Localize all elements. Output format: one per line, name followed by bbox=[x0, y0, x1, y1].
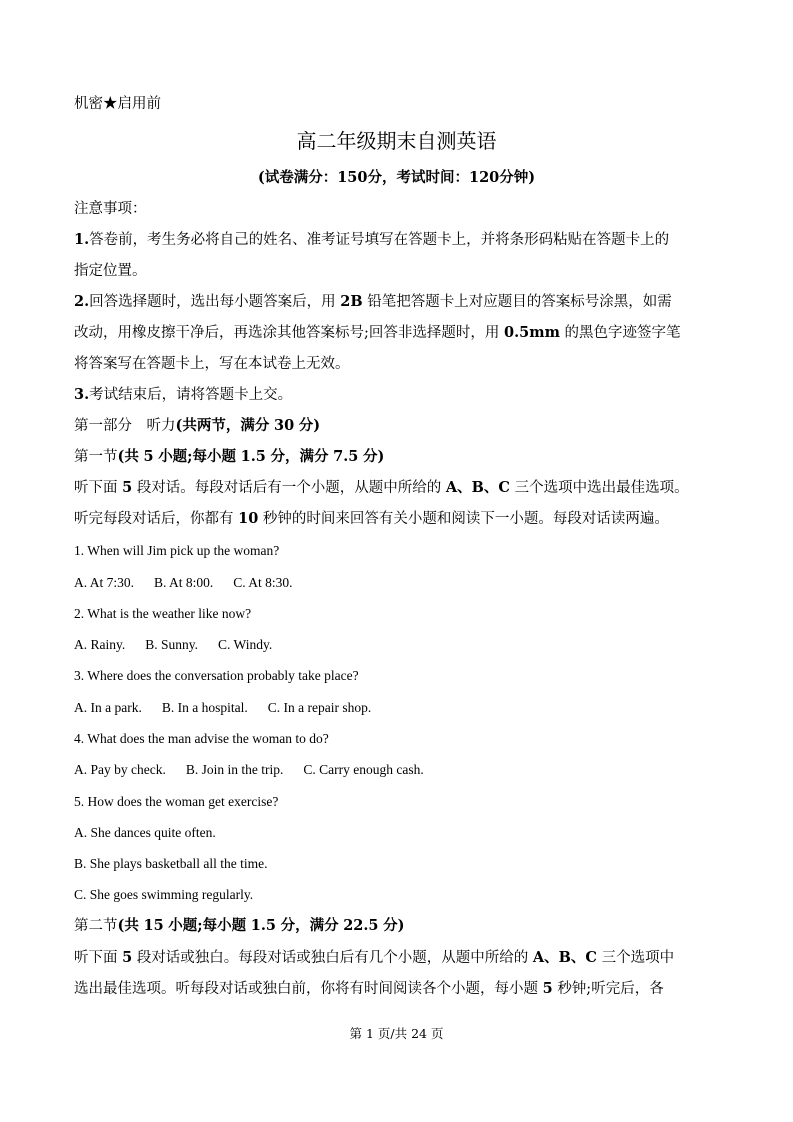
note-2-text-d: 的黑色字迹签字笔 bbox=[564, 325, 681, 341]
confidential-label: 机密★启用前 bbox=[74, 96, 161, 112]
question-2-options bbox=[74, 635, 272, 655]
note-1-number: 1. bbox=[74, 231, 90, 248]
note-1-line-1 bbox=[74, 230, 669, 250]
option-a[interactable]: A. Rainy. bbox=[74, 637, 126, 652]
pencil-spec: 2B bbox=[340, 293, 363, 310]
part-1-score: 30 bbox=[273, 417, 295, 434]
s2-instr2-c: 秒钟;听完后，各 bbox=[557, 981, 664, 997]
section-2-points: 1.5 bbox=[250, 917, 276, 934]
s1-instr-c: 段对话。每段对话后有一个小题，从题中所给的 bbox=[136, 480, 442, 496]
option-c[interactable]: C. Windy. bbox=[218, 637, 273, 652]
note-1-line-2: 指定位置。 bbox=[74, 263, 147, 279]
option-a[interactable]: A. She dances quite often. bbox=[74, 825, 216, 840]
section-1-per: 小题;每小题 bbox=[158, 448, 237, 465]
section-1-open: (共 bbox=[117, 448, 139, 465]
part-1-title: 第一部分 听力 bbox=[74, 418, 176, 434]
section-2-title: 第二节 bbox=[74, 918, 118, 934]
s2-instr-a: 听下面 bbox=[74, 950, 118, 966]
section-2-count: 15 bbox=[143, 917, 164, 934]
option-c[interactable]: C. At 8:30. bbox=[233, 575, 293, 590]
option-c[interactable]: C. Carry enough cash. bbox=[303, 762, 424, 777]
question-4-options bbox=[74, 760, 424, 780]
s1-instr-a: 听下面 bbox=[74, 480, 118, 496]
section-1-total: 7.5 bbox=[333, 448, 359, 465]
option-b[interactable]: B. In a hospital. bbox=[161, 700, 248, 715]
section-2-total: 22.5 bbox=[343, 917, 379, 934]
s1-instr2-c: 秒钟的时间来回答有关小题和阅读下一小题。每段对话读两遍。 bbox=[262, 511, 669, 527]
section-1-count: 5 bbox=[143, 448, 154, 465]
section-2-close: 分) bbox=[383, 917, 405, 934]
option-b[interactable]: B. At 8:00. bbox=[154, 575, 214, 590]
section-1-title: 第一节 bbox=[74, 449, 118, 465]
section-1-close: 分) bbox=[362, 448, 385, 465]
part-1-heading bbox=[74, 416, 320, 436]
section-1-total-label: 分，满分 bbox=[270, 448, 329, 465]
section-2-heading bbox=[74, 916, 405, 936]
pen-spec: 0.5mm bbox=[504, 324, 560, 341]
option-a[interactable]: A. At 7:30. bbox=[74, 575, 135, 590]
note-1-text: 答卷前，考生务必将自己的姓名、准考证号填写在答题卡上，并将条形码粘贴在答题卡上的 bbox=[89, 232, 670, 248]
s1-instr-d: A、B、C bbox=[445, 479, 510, 496]
s2-instr2-b: 5 bbox=[542, 980, 553, 997]
option-a[interactable]: A. In a park. bbox=[74, 700, 142, 715]
note-3-text: 考试结束后，请将答题卡上交。 bbox=[89, 387, 293, 403]
s2-instr-b: 5 bbox=[122, 949, 133, 966]
section-1-instruction-1 bbox=[74, 478, 689, 498]
section-2-per: 小题;每小题 bbox=[168, 917, 247, 934]
question-5: 5. How does the woman get exercise? bbox=[74, 794, 279, 809]
option-c[interactable]: C. In a repair shop. bbox=[267, 700, 372, 715]
note-2-text-a: 回答选择题时，选出每小题答案后，用 bbox=[89, 294, 336, 310]
question-1-options bbox=[74, 573, 293, 593]
note-2-number: 2. bbox=[74, 293, 90, 310]
option-b[interactable]: B. She plays basketball all the time. bbox=[74, 856, 268, 871]
page-title: 高二年级期末自测英语 bbox=[296, 129, 497, 153]
section-2-instruction-2 bbox=[74, 979, 664, 999]
s1-instr-e: 三个选项中选出最佳选项。 bbox=[514, 480, 689, 496]
section-1-instruction-2 bbox=[74, 509, 669, 529]
part-1-info: (共两节，满分 bbox=[175, 417, 270, 434]
option-c[interactable]: C. She goes swimming regularly. bbox=[74, 887, 254, 902]
s1-instr-b: 5 bbox=[122, 479, 133, 496]
s1-instr2-a: 听完每段对话后，你都有 bbox=[74, 511, 234, 527]
section-2-total-label: 分，满分 bbox=[280, 917, 339, 934]
section-2-instruction-1 bbox=[74, 948, 674, 968]
s1-instr2-b: 10 bbox=[238, 510, 259, 527]
note-2-line-1 bbox=[74, 292, 672, 312]
question-2: 2. What is the weather like now? bbox=[74, 606, 252, 621]
question-1: 1. When will Jim pick up the woman? bbox=[74, 543, 280, 558]
note-2-line-3: 将答案写在答题卡上，写在本试卷上无效。 bbox=[74, 356, 350, 372]
option-a[interactable]: A. Pay by check. bbox=[74, 762, 166, 777]
question-3-options bbox=[74, 698, 371, 718]
question-4: 4. What does the man advise the woman to do? bbox=[74, 731, 329, 746]
page-number: 第 1 页/共 24 页 bbox=[349, 1026, 444, 1041]
note-3-number: 3. bbox=[74, 386, 90, 403]
s2-instr2-a: 选出最佳选项。听每段对话或独白前，你将有时间阅读各个小题，每小题 bbox=[74, 981, 538, 997]
s2-instr-c: 段对话或独白。每段对话或独白后有几个小题，从题中所给的 bbox=[136, 950, 529, 966]
option-b[interactable]: B. Join in the trip. bbox=[185, 762, 284, 777]
note-2-text-b: 铅笔把答题卡上对应题目的答案标号涂黑，如需 bbox=[367, 294, 672, 310]
note-3 bbox=[74, 385, 292, 405]
section-1-heading bbox=[74, 447, 384, 467]
exam-info: (试卷满分：150分，考试时间：120分钟) bbox=[257, 169, 536, 186]
section-2-open: (共 bbox=[117, 917, 139, 934]
question-3: 3. Where does the conversation probably take place? bbox=[74, 668, 359, 683]
notes-heading: 注意事项： bbox=[74, 201, 147, 217]
option-b[interactable]: B. Sunny. bbox=[145, 637, 199, 652]
s2-instr-e: 三个选项中 bbox=[601, 950, 675, 966]
note-2-line-2 bbox=[74, 323, 681, 343]
s2-instr-d: A、B、C bbox=[532, 949, 597, 966]
note-2-text-c: 改动，用橡皮擦干净后，再选涂其他答案标号;回答非选择题时，用 bbox=[74, 325, 500, 341]
part-1-unit: 分) bbox=[298, 417, 321, 434]
section-1-points: 1.5 bbox=[240, 448, 266, 465]
